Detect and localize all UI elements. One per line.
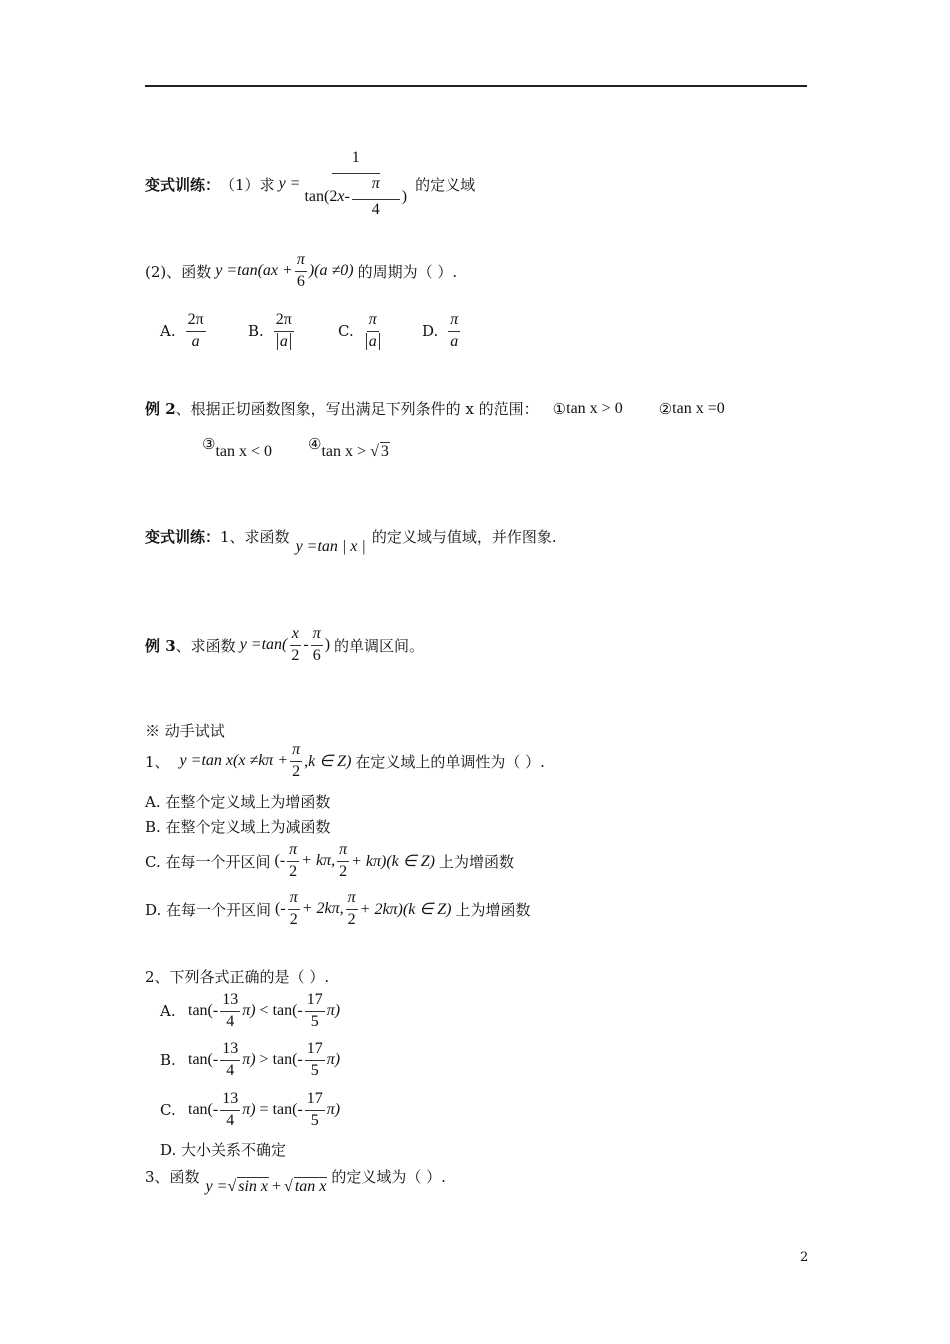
pi-close: π) xyxy=(242,1101,256,1119)
drill2-label: 变式训练： xyxy=(145,528,221,546)
drill1-label: 变式训练： xyxy=(145,175,221,194)
part2-expr-b: )(a ≠0) xyxy=(308,262,354,280)
fraction-13-4 xyxy=(220,1091,240,1130)
example2-line2 xyxy=(202,434,390,460)
q1-suffix: 在定义域上的单调性为（ ）. xyxy=(355,752,545,771)
option-letter: C. xyxy=(338,322,354,341)
option-a xyxy=(160,312,208,351)
pi-over-two xyxy=(290,742,302,781)
option-d xyxy=(422,312,462,351)
drill2-prefix: 1、求函数 xyxy=(220,528,290,546)
pi-close: π) xyxy=(242,1002,256,1020)
pi: π xyxy=(295,252,307,272)
cond4: tan x > xyxy=(321,442,367,460)
q2-letter: B. xyxy=(160,1051,176,1070)
q2-operator: > xyxy=(259,1051,269,1069)
option-b xyxy=(248,312,296,351)
part2-suffix: 的周期为（ ）. xyxy=(357,262,458,281)
q2-line xyxy=(145,966,329,987)
fraction-17-5 xyxy=(305,1041,325,1080)
header-rule xyxy=(145,85,807,87)
example3-line xyxy=(145,626,424,665)
pi-over-two xyxy=(337,842,349,881)
practice-title-text: ※ 动手试试 xyxy=(145,722,225,740)
drill1-eq-y: y = xyxy=(278,175,301,193)
q1-expr-b: ,k ∈ Z) xyxy=(304,753,352,771)
q1-option-b xyxy=(145,816,331,837)
cond2-mark: ② xyxy=(658,399,673,418)
option-num: 2π xyxy=(274,312,294,332)
pi-over-two xyxy=(346,890,358,929)
q1-d-suffix: 上为增函数 xyxy=(455,900,531,919)
sqrt-sin: √ sin x xyxy=(227,1178,269,1195)
q2-letter: A. xyxy=(160,1002,176,1021)
q1-num: 1、 xyxy=(145,752,170,771)
option-fraction xyxy=(274,312,294,351)
q1-option-a-text: A. 在整个定义域上为增函数 xyxy=(145,793,331,811)
pi-over-two xyxy=(287,842,299,881)
q1-c-c: + kπ)(k ∈ Z) xyxy=(351,853,435,871)
option-den: a xyxy=(191,332,200,350)
drill1-denominator xyxy=(302,174,409,219)
example3-expr-a: y =tan( xyxy=(239,636,288,654)
q2-option-a xyxy=(160,992,340,1031)
tan-open: tan(- xyxy=(272,1101,303,1119)
part2-prefix: (2)、函数 xyxy=(145,262,212,281)
pi-over-two xyxy=(288,890,300,929)
sqrt-sin-radicand: sin x xyxy=(238,1178,269,1195)
cond1: tan x > 0 xyxy=(566,399,623,417)
q1-c-b: + kπ, xyxy=(301,852,336,870)
pi: π xyxy=(352,176,400,200)
q1-option-d xyxy=(145,890,531,929)
pi-close: π) xyxy=(242,1051,256,1069)
pi-over-six xyxy=(295,252,307,291)
option-c xyxy=(338,312,384,351)
cond3: tan x < 0 xyxy=(215,442,273,460)
option-fraction xyxy=(364,312,382,351)
six: 6 xyxy=(312,646,321,664)
example3-prefix: 、求函数 xyxy=(175,636,236,655)
option-fraction xyxy=(448,312,460,351)
cond2: tan x =0 xyxy=(672,399,725,417)
den-4: 4 xyxy=(226,1111,235,1129)
q1-d-b: + 2kπ, xyxy=(301,900,344,918)
tan-open: tan(- xyxy=(188,1002,219,1020)
pi: π xyxy=(311,626,323,646)
sqrt-tan: √ tan x xyxy=(284,1178,327,1195)
example2-line xyxy=(145,398,725,419)
pi-over-four xyxy=(352,176,400,219)
q2-operator: < xyxy=(259,1002,269,1020)
q1-c-pre: C. 在每一个开区间 xyxy=(145,852,271,871)
two: 2 xyxy=(292,762,301,780)
fraction-17-5 xyxy=(305,992,325,1031)
q2-option-d-text: D. 大小关系不确定 xyxy=(160,1141,287,1159)
four: 4 xyxy=(371,200,380,218)
two: 2 xyxy=(289,862,298,880)
q1-c-a: (- xyxy=(274,852,286,870)
pi: π xyxy=(337,842,349,862)
q3-line xyxy=(145,1166,446,1195)
fraction-17-5 xyxy=(305,1091,325,1130)
drill2-suffix: 的定义域与值域，并作图象. xyxy=(371,528,557,546)
q2-option-b xyxy=(160,1041,340,1080)
sqrt-tan-radicand: tan x xyxy=(294,1178,327,1195)
pi: π xyxy=(288,890,300,910)
option-num: π xyxy=(448,312,460,332)
drill1-fraction xyxy=(302,150,409,218)
option-letter: B. xyxy=(248,322,264,341)
option-num: π xyxy=(367,312,379,332)
num-13: 13 xyxy=(220,1041,240,1061)
pi-close: π) xyxy=(326,1101,341,1119)
tan-open: tan(- xyxy=(188,1051,219,1069)
q1-c-suffix: 上为增函数 xyxy=(438,852,514,871)
tan-open: tan(- xyxy=(272,1051,303,1069)
two: 2 xyxy=(289,910,298,928)
drill1-part1-suffix: 的定义域 xyxy=(415,175,476,194)
six: 6 xyxy=(296,272,305,290)
two: 2 xyxy=(291,646,300,664)
q2-option-d xyxy=(160,1139,286,1160)
page-number: 2 xyxy=(800,1250,809,1265)
den-5: 5 xyxy=(310,1061,319,1079)
drill1-part1-prefix: （1）求 xyxy=(220,175,275,194)
num-13: 13 xyxy=(220,1091,240,1111)
example2-text: 、根据正切函数图象，写出满足下列条件的 x 的范围： xyxy=(175,400,539,418)
practice-title xyxy=(145,720,225,741)
q1-d-pre: D. 在每一个开区间 xyxy=(145,900,272,919)
q2-text: 2、下列各式正确的是（ ）. xyxy=(145,968,330,986)
denominator-minus: - xyxy=(344,187,350,205)
q1-expr-a: y =tan x(x ≠kπ + xyxy=(179,752,289,770)
sqrt-3: √ 3 xyxy=(370,443,389,460)
example2-label: 例 2 xyxy=(145,400,176,418)
pi-close: π) xyxy=(326,1051,341,1069)
x: x xyxy=(290,626,301,646)
denominator-close: ) xyxy=(401,187,408,205)
two: 2 xyxy=(339,862,348,880)
den-4: 4 xyxy=(226,1061,235,1079)
q1-line xyxy=(145,742,545,781)
drill2-line xyxy=(145,526,557,555)
cond4-mark: ④ xyxy=(308,434,322,453)
sqrt-radicand: 3 xyxy=(380,443,389,460)
q1-d-c: + 2kπ)(k ∈ Z) xyxy=(359,901,452,919)
option-den: a xyxy=(450,332,459,350)
drill1-part2-line xyxy=(145,252,457,291)
option-den: a xyxy=(277,333,291,350)
drill1-line xyxy=(145,150,475,218)
cond1-mark: ① xyxy=(552,399,567,418)
num-17: 17 xyxy=(305,992,325,1012)
q2-option-c xyxy=(160,1091,340,1130)
x-over-two xyxy=(289,626,301,665)
cond3-mark: ③ xyxy=(202,434,216,453)
tan-open: tan(- xyxy=(272,1002,303,1020)
option-num: 2π xyxy=(186,312,206,332)
q1-option-a xyxy=(145,791,330,812)
q3-suffix: 的定义域为（ ）. xyxy=(331,1168,446,1186)
num-13: 13 xyxy=(220,992,240,1012)
minus: - xyxy=(303,636,309,654)
option-letter: D. xyxy=(422,322,439,341)
num-17: 17 xyxy=(305,1041,325,1061)
example3-suffix: 的单调区间。 xyxy=(334,636,425,655)
q1-d-a: (- xyxy=(275,900,286,918)
q3-prefix: 3、函数 xyxy=(145,1168,200,1186)
q2-letter: C. xyxy=(160,1101,176,1120)
q2-operator: = xyxy=(259,1101,269,1119)
pi: π xyxy=(287,842,299,862)
option-den: a xyxy=(366,333,380,350)
option-letter: A. xyxy=(160,322,176,341)
plus: + xyxy=(272,1177,282,1195)
num-17: 17 xyxy=(305,1091,325,1111)
pi-close: π) xyxy=(326,1002,341,1020)
den-5: 5 xyxy=(310,1012,319,1030)
fraction-13-4 xyxy=(220,992,240,1031)
denominator-pre: tan(2 xyxy=(304,187,338,205)
pi: π xyxy=(290,742,302,762)
drill2-expr: y =tan | x | xyxy=(295,537,366,555)
q1-option-c xyxy=(145,842,514,881)
example3-label: 例 3 xyxy=(145,636,176,655)
tan-open: tan(- xyxy=(188,1101,219,1119)
den-5: 5 xyxy=(310,1111,319,1129)
den-4: 4 xyxy=(226,1012,235,1030)
fraction-13-4 xyxy=(220,1041,240,1080)
option-fraction xyxy=(186,312,206,351)
drill1-numerator: 1 xyxy=(332,150,380,174)
pi-over-six xyxy=(311,626,323,665)
q1-option-b-text: B. 在整个定义域上为减函数 xyxy=(145,818,331,836)
pi: π xyxy=(346,890,358,910)
denominator-var: x xyxy=(337,187,345,205)
q3-y: y = xyxy=(205,1177,228,1195)
part2-expr-a: y =tan(ax + xyxy=(215,262,293,280)
two: 2 xyxy=(347,910,356,928)
close-paren: ) xyxy=(324,636,331,654)
